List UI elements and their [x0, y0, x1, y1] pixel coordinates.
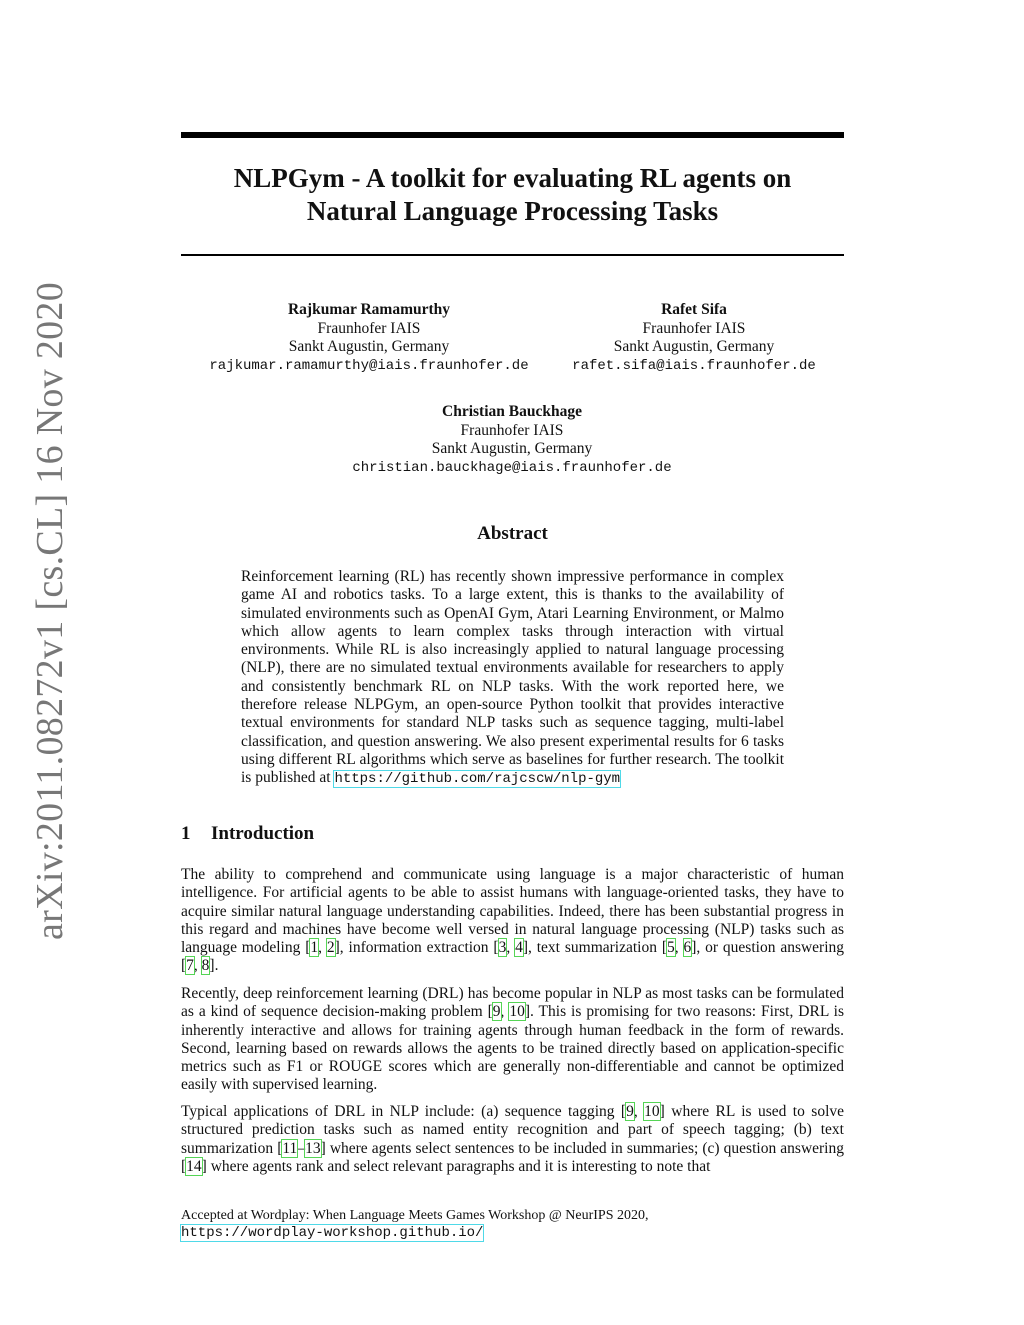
author-location: Sankt Augustin, Germany	[613, 338, 775, 355]
abstract-heading: Abstract	[477, 523, 548, 544]
footnote-text: Accepted at Wordplay: When Language Meets Games Workshop @ NeurIPS 2020,	[181, 1208, 649, 1223]
text-run: ]. This is promising for two reasons: First, DRL is inherently interactive and allows for training agents through human feedback in the form of rewards. Second, learning based on rewards allows the agents to be trained directly based on application-specific metrics such as F1 or ROUGE scores which are generally non-differentiable and cannot be optimized easily with supervised learning.	[181, 1003, 844, 1094]
author-name: Christian Bauckhage	[442, 403, 582, 420]
title-top-rule	[181, 132, 844, 138]
citation-link[interactable]: 7	[186, 957, 194, 975]
author-block	[312, 403, 712, 477]
author-affiliation: Fraunhofer IAIS	[642, 319, 746, 337]
text-run: ] where agents rank and select relevant paragraphs and it is interesting to note that	[201, 1157, 711, 1175]
author-name: Rafet Sifa	[661, 301, 727, 318]
intro-paragraph-1: The ability to comprehend and communicate using language is a major characteristic of human intelligence. For artificial agents to be able to assist humans with language-oriented tasks, they have to acquire similar natural language understanding capabilities. Indeed, there has been substantial progress in this regard and machines have become well versed in natural language processing (NLP) tasks such as language modeling [1, 2], information extraction [3, 4], text summarization [5, 6], or question answering [7, 8].	[181, 866, 845, 975]
citation-link[interactable]: 11	[282, 1139, 298, 1157]
toolkit-url-link[interactable]: https://github.com/rajcscw/nlp-gym	[334, 771, 621, 788]
citation-link[interactable]: 8	[201, 957, 210, 975]
author-email[interactable]: christian.bauckhage@iais.fraunhofer.de	[352, 459, 672, 476]
text-run: ], text summarization [	[522, 939, 667, 957]
abstract-text	[241, 568, 784, 789]
citation-link[interactable]: 14	[186, 1157, 202, 1175]
citation-link[interactable]: 13	[305, 1139, 321, 1157]
title-bottom-rule	[181, 254, 844, 256]
citation-link[interactable]: 4	[515, 939, 523, 957]
paper-title	[181, 162, 844, 228]
author-affiliation: Fraunhofer IAIS	[317, 319, 421, 337]
citation-link[interactable]: 10	[509, 1003, 525, 1021]
footnote	[181, 1207, 844, 1242]
citation-link[interactable]: 3	[498, 939, 507, 957]
abstract-body-text: Reinforcement learning (RL) has recently shown impressive performance in complex game AI and robotics tasks. To a large extent, this is thanks to the availability of simulated environments such as OpenAI Gym, Atari Learning Environment, or Malmo which allow agents to learn complex tasks through interaction with virtual environments. While RL is also increasingly applied to natural language processing (NLP), there are no simulated textual environments available for researchers to apply and consistently benchmark RL on NLP tasks. With the work reported here, we therefore release NLPGym, an open-source Python toolkit that provides interactive textual environments for standard NLP tasks such as sequence tagging, multi-label classification, and question answering. We also present experimental results for 6 tasks using different RL algorithms which serve as baselines for further research. The toolkit is published at	[241, 568, 784, 787]
text-run: The ability to comprehend and communicate using language is a major characteristic of human intelligence. For artificial agents to be able to assist humans with language-oriented tasks, they have to acquire similar natural language understanding capabilities. Indeed, there has been substantial progress in this regard and machines have become well versed in natural language processing (NLP) tasks such as language modeling [	[181, 866, 844, 957]
text-run: ] where RL is used to solve structured prediction tasks such as named entity recognition and part of speech tagging; (b) text summarization [	[181, 1103, 845, 1157]
citation-link[interactable]: 6	[683, 939, 692, 957]
citation-link[interactable]: 10	[644, 1103, 660, 1120]
citation-link[interactable]: 9	[492, 1003, 501, 1021]
citation-link[interactable]: 9	[626, 1103, 634, 1120]
text-run: ], or question answering [	[181, 939, 845, 975]
author-name: Rajkumar Ramamurthy	[287, 301, 451, 318]
citation-range-dash: –	[297, 1139, 306, 1157]
author-email[interactable]: rajkumar.ramamurthy@iais.fraunhofer.de	[209, 357, 529, 374]
text-run: ] where agents select sentences to be included in summaries; (c) question answering [	[181, 1139, 844, 1175]
text-run: Recently, deep reinforcement learning (DRL) has become popular in NLP as most tasks can be formulated as a kind of sequence decision-making problem [	[181, 985, 844, 1021]
author-location: Sankt Augustin, Germany	[288, 338, 450, 355]
section-title: Introduction	[211, 823, 315, 844]
citation-link[interactable]: 2	[326, 939, 335, 957]
intro-paragraph-2: Recently, deep reinforcement learning (DRL) has become popular in NLP as most tasks can be formulated as a kind of sequence decision-making problem [9, 10]. This is promising for two reasons: First, DRL is inherently interactive and allows for training agents through human feedback in the form of rewards. Second, learning based on rewards allows the agents to be trained directly based on application-specific metrics such as F1 or ROUGE scores which are generally non-differentiable and cannot be optimized easily with supervised learning.	[181, 985, 844, 1094]
citation-link[interactable]: 5	[667, 939, 675, 957]
author-block	[181, 301, 557, 375]
author-location: Sankt Augustin, Germany	[431, 440, 593, 457]
author-email[interactable]: rafet.sifa@iais.fraunhofer.de	[572, 357, 816, 374]
text-run: ].	[209, 957, 219, 975]
author-block	[557, 301, 831, 375]
section-number: 1	[181, 823, 191, 844]
title-line-1: NLPGym - A toolkit for evaluating RL agents on	[233, 163, 792, 193]
intro-paragraph-3: Typical applications of DRL in NLP include: (a) sequence tagging [9, 10] where RL is used to solve structured prediction tasks such as named entity recognition and part of speech tagging; (b) text summarization [11–13] where agents select sentences to be included in summaries; (c) question answering [14] where agents rank and select relevant paragraphs and it is interesting to note that	[181, 1103, 845, 1175]
workshop-url-link[interactable]: https://wordplay-workshop.github.io/	[181, 1225, 484, 1241]
section-heading	[181, 823, 314, 845]
author-affiliation: Fraunhofer IAIS	[460, 421, 564, 439]
arxiv-identifier: arXiv:2011.08272v1 [cs.CL] 16 Nov 2020	[29, 281, 71, 940]
text-run: Typical applications of DRL in NLP include: (a) sequence tagging [	[181, 1103, 627, 1120]
title-line-2: Natural Language Processing Tasks	[306, 196, 719, 226]
text-run: ], information extraction [	[334, 939, 499, 957]
citation-link[interactable]: 1	[310, 939, 319, 957]
